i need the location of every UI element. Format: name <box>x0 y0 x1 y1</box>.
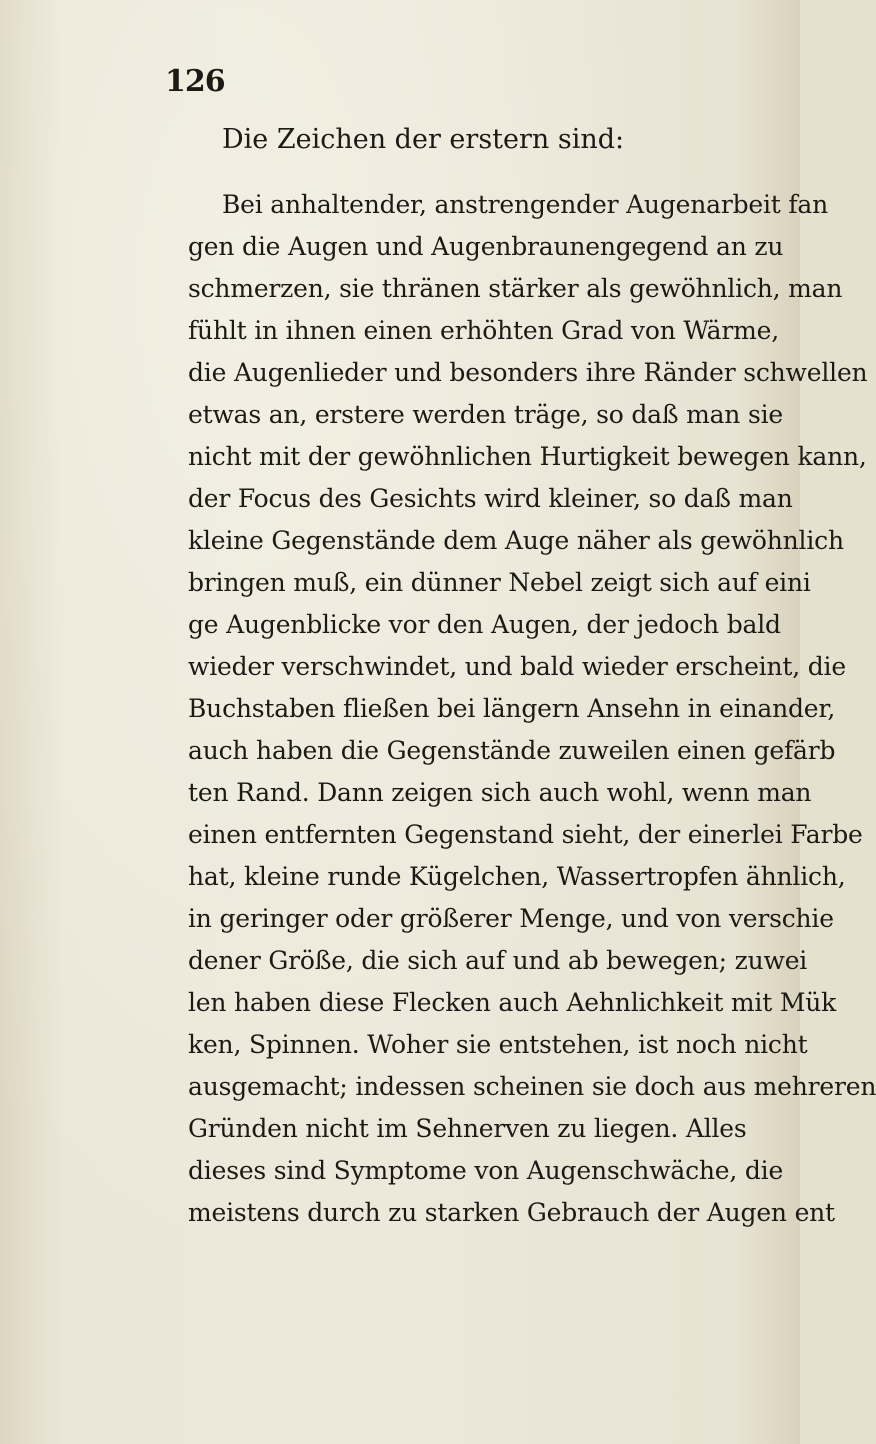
text-line: fühlt in ihnen einen erhöhten Grad von Wärme, <box>188 316 779 345</box>
text-line: meistens durch zu starken Gebrauch der Augen ent <box>188 1198 835 1227</box>
text-line: ge Augenblicke vor den Augen, der jedoch bald <box>188 610 781 639</box>
text-line: nicht mit der gewöhnlichen Hurtigkeit bewegen kann, <box>188 442 867 471</box>
text-line: die Augenlieder und besonders ihre Ränder schwellen <box>188 358 868 387</box>
text-line: schmerzen, sie thränen stärker als gewöhnlich, man <box>188 274 843 303</box>
text-line: bringen muß, ein dünner Nebel zeigt sich auf eini <box>188 568 811 597</box>
text-line: der Focus des Gesichts wird kleiner, so daß man <box>188 484 793 513</box>
text-line: wieder verschwindet, und bald wieder erscheint, die <box>188 652 846 681</box>
text-line: Bei anhaltender, anstrengender Augenarbeit fan <box>222 190 829 219</box>
text-line: Buchstaben fließen bei längern Ansehn in einander, <box>188 694 836 723</box>
text-line: gen die Augen und Augenbraunengegend an zu <box>188 232 784 261</box>
text-line: einen entfernten Gegenstand sieht, der einerlei Farbe <box>188 820 863 849</box>
page-number: 126 <box>165 64 225 99</box>
text-line: hat, kleine runde Kügelchen, Wassertropfen ähnlich, <box>188 862 846 891</box>
section-heading: Die Zeichen der erstern sind: <box>222 124 625 155</box>
text-line: len haben diese Flecken auch Aehnlichkeit mit Mük <box>188 988 837 1017</box>
text-line: auch haben die Gegenstände zuweilen einen gefärb <box>188 736 836 765</box>
text-line: in geringer oder größerer Menge, und von verschie <box>188 904 834 933</box>
text-line: kleine Gegenstände dem Auge näher als gewöhnlich <box>188 526 844 555</box>
text-line: ten Rand. Dann zeigen sich auch wohl, wenn man <box>188 778 812 807</box>
text-line: etwas an, erstere werden träge, so daß man sie <box>188 400 783 429</box>
body-text <box>188 184 876 1234</box>
text-line: dener Größe, die sich auf und ab bewegen; zuwei <box>188 946 808 975</box>
text-line: dieses sind Symptome von Augenschwäche, die <box>188 1156 784 1185</box>
text-line: ausgemacht; indessen scheinen sie doch aus mehreren <box>188 1072 876 1101</box>
text-line: Gründen nicht im Sehnerven zu liegen. Alles <box>188 1114 747 1143</box>
text-line: ken, Spinnen. Woher sie entstehen, ist noch nicht <box>188 1030 808 1059</box>
